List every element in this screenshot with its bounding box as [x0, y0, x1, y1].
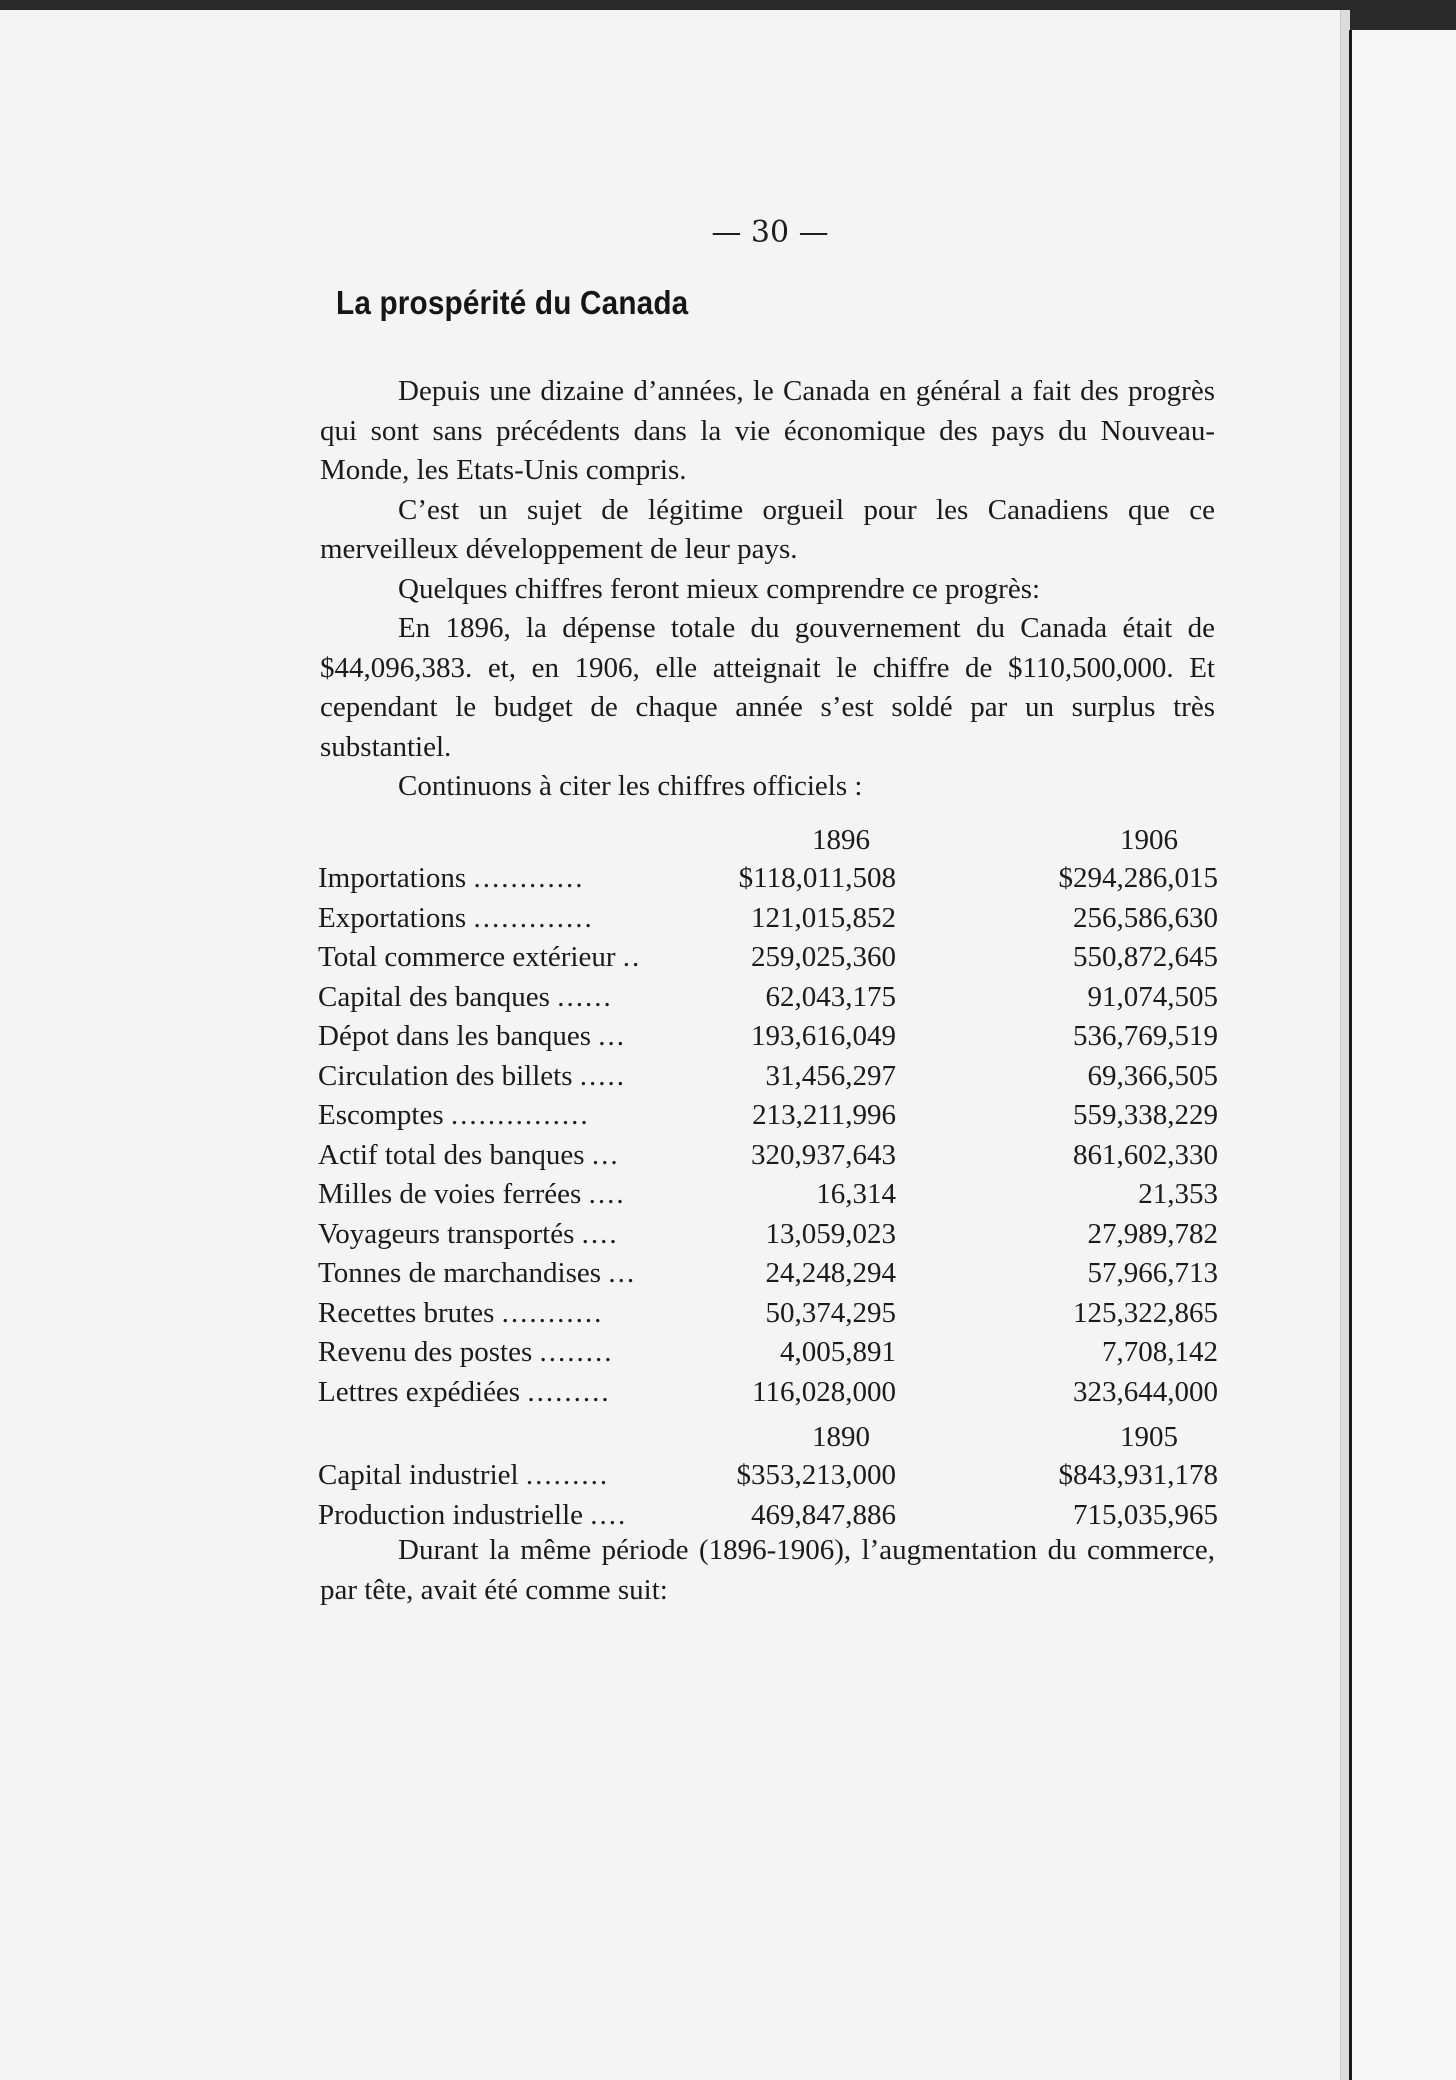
paragraph: En 1896, la dépense totale du gouvernement du Canada était de $44,096,383. et, en 1906, elle atteignait le chiffre de $110,500,000. Et cependant le budget de chaque année s’est soldé par un surplus très substantiel.: [320, 612, 1215, 763]
row-label: Recettes brutes ...........: [318, 1296, 604, 1329]
table-row: [318, 1178, 1218, 1218]
value-cell-1: $118,011,508: [738, 862, 896, 894]
value-cell-1: 62,043,175: [765, 980, 896, 1013]
value-cell-1: 31,456,297: [765, 1059, 896, 1092]
table-row: [318, 1020, 1218, 1060]
table-row: [318, 1376, 1218, 1416]
table-row: [318, 1297, 1218, 1337]
paragraph: C’est un sujet de légitime orgueil pour les Canadiens que ce merveilleux développement de leur pays.: [320, 493, 1215, 565]
table-row: [318, 1218, 1218, 1258]
value-cell-1: 16,314: [816, 1178, 896, 1210]
value-cell-1: 469,847,886: [751, 1498, 896, 1531]
row-label: Actif total des banques ...: [318, 1138, 620, 1171]
table-header: [318, 824, 1218, 864]
row-label: Milles de voies ferrées ....: [318, 1178, 626, 1210]
value-cell-1: 24,248,294: [765, 1257, 896, 1289]
table-row: [318, 902, 1218, 942]
value-cell-2: 550,872,645: [1073, 941, 1218, 973]
value-cell-2: 125,322,865: [1073, 1296, 1218, 1329]
value-cell-1: 193,616,049: [751, 1020, 896, 1052]
paragraph: Depuis une dizaine d’années, le Canada en général a fait des progrès qui sont sans précédents dans la vie économique des pays du Nouveau-Monde, les Etats-Unis compris.: [320, 375, 1215, 486]
table-row: [318, 981, 1218, 1021]
year-column-2: 1906: [1120, 824, 1178, 856]
value-cell-2: 559,338,229: [1073, 1099, 1218, 1131]
row-label: Capital des banques ......: [318, 980, 613, 1013]
row-label: Escomptes ...............: [318, 1099, 590, 1131]
table-row: [318, 862, 1218, 902]
value-cell-2: 57,966,713: [1087, 1257, 1218, 1289]
value-cell-1: 13,059,023: [765, 1217, 896, 1250]
value-cell-1: 320,937,643: [751, 1138, 896, 1171]
value-cell-1: 116,028,000: [752, 1375, 896, 1408]
value-cell-2: $294,286,015: [1058, 862, 1218, 894]
section-title: La prospérité du Canada: [336, 284, 689, 321]
row-label: Importations ............: [318, 862, 585, 894]
facing-page-edge: [1349, 30, 1456, 2080]
value-cell-2: 21,353: [1138, 1178, 1218, 1210]
table-row: [318, 1139, 1218, 1179]
table-row: [318, 1459, 1218, 1499]
row-label: Voyageurs transportés ....: [318, 1217, 619, 1250]
paragraph: Durant la même période (1896-1906), l’augmentation du commerce, par tête, avait été comme suit:: [320, 1534, 1215, 1606]
value-cell-2: 536,769,519: [1073, 1020, 1218, 1052]
value-cell-1: 50,374,295: [765, 1296, 896, 1329]
value-cell-2: 715,035,965: [1073, 1498, 1218, 1531]
value-cell-2: 69,366,505: [1087, 1059, 1218, 1092]
year-column-1: 1890: [812, 1421, 870, 1453]
value-cell-2: 256,586,630: [1073, 901, 1218, 934]
year-column-2: 1905: [1120, 1421, 1178, 1453]
paragraph: Continuons à citer les chiffres officiels :: [398, 770, 863, 802]
value-cell-2: 861,602,330: [1073, 1138, 1218, 1171]
value-cell-1: $353,213,000: [736, 1459, 896, 1491]
year-column-1: 1896: [812, 824, 870, 856]
value-cell-2: 91,074,505: [1087, 980, 1218, 1013]
value-cell-2: 27,989,782: [1087, 1217, 1218, 1250]
table-row: [318, 1257, 1218, 1297]
value-cell-1: 121,015,852: [751, 901, 896, 934]
closing-text: [320, 1531, 1215, 1610]
value-cell-1: 4,005,891: [780, 1336, 896, 1368]
row-label: Circulation des billets .....: [318, 1059, 627, 1092]
table-row: [318, 1099, 1218, 1139]
row-label: Exportations .............: [318, 901, 594, 934]
row-label: Tonnes de marchandises ...: [318, 1257, 637, 1289]
row-label: Revenu des postes ........: [318, 1336, 614, 1368]
row-label: Lettres expédiées .........: [318, 1375, 611, 1408]
value-cell-2: 323,644,000: [1073, 1375, 1218, 1408]
row-label: Capital industriel .........: [318, 1459, 610, 1491]
value-cell-1: 213,211,996: [752, 1099, 896, 1131]
table-row: [318, 1060, 1218, 1100]
row-label: Total commerce extérieur ..: [318, 941, 642, 973]
table-header: [318, 1421, 1218, 1461]
value-cell-1: 259,025,360: [751, 941, 896, 973]
row-label: Dépot dans les banques ...: [318, 1020, 627, 1052]
page-number: — 30 —: [711, 215, 829, 250]
table-row: [318, 1336, 1218, 1376]
table-row: [318, 941, 1218, 981]
paragraph: Quelques chiffres feront mieux comprendre ce progrès:: [398, 572, 1041, 605]
value-cell-2: $843,931,178: [1058, 1459, 1218, 1491]
row-label: Production industrielle ....: [318, 1498, 628, 1531]
intro-text: [320, 372, 1215, 807]
value-cell-2: 7,708,142: [1102, 1336, 1218, 1368]
